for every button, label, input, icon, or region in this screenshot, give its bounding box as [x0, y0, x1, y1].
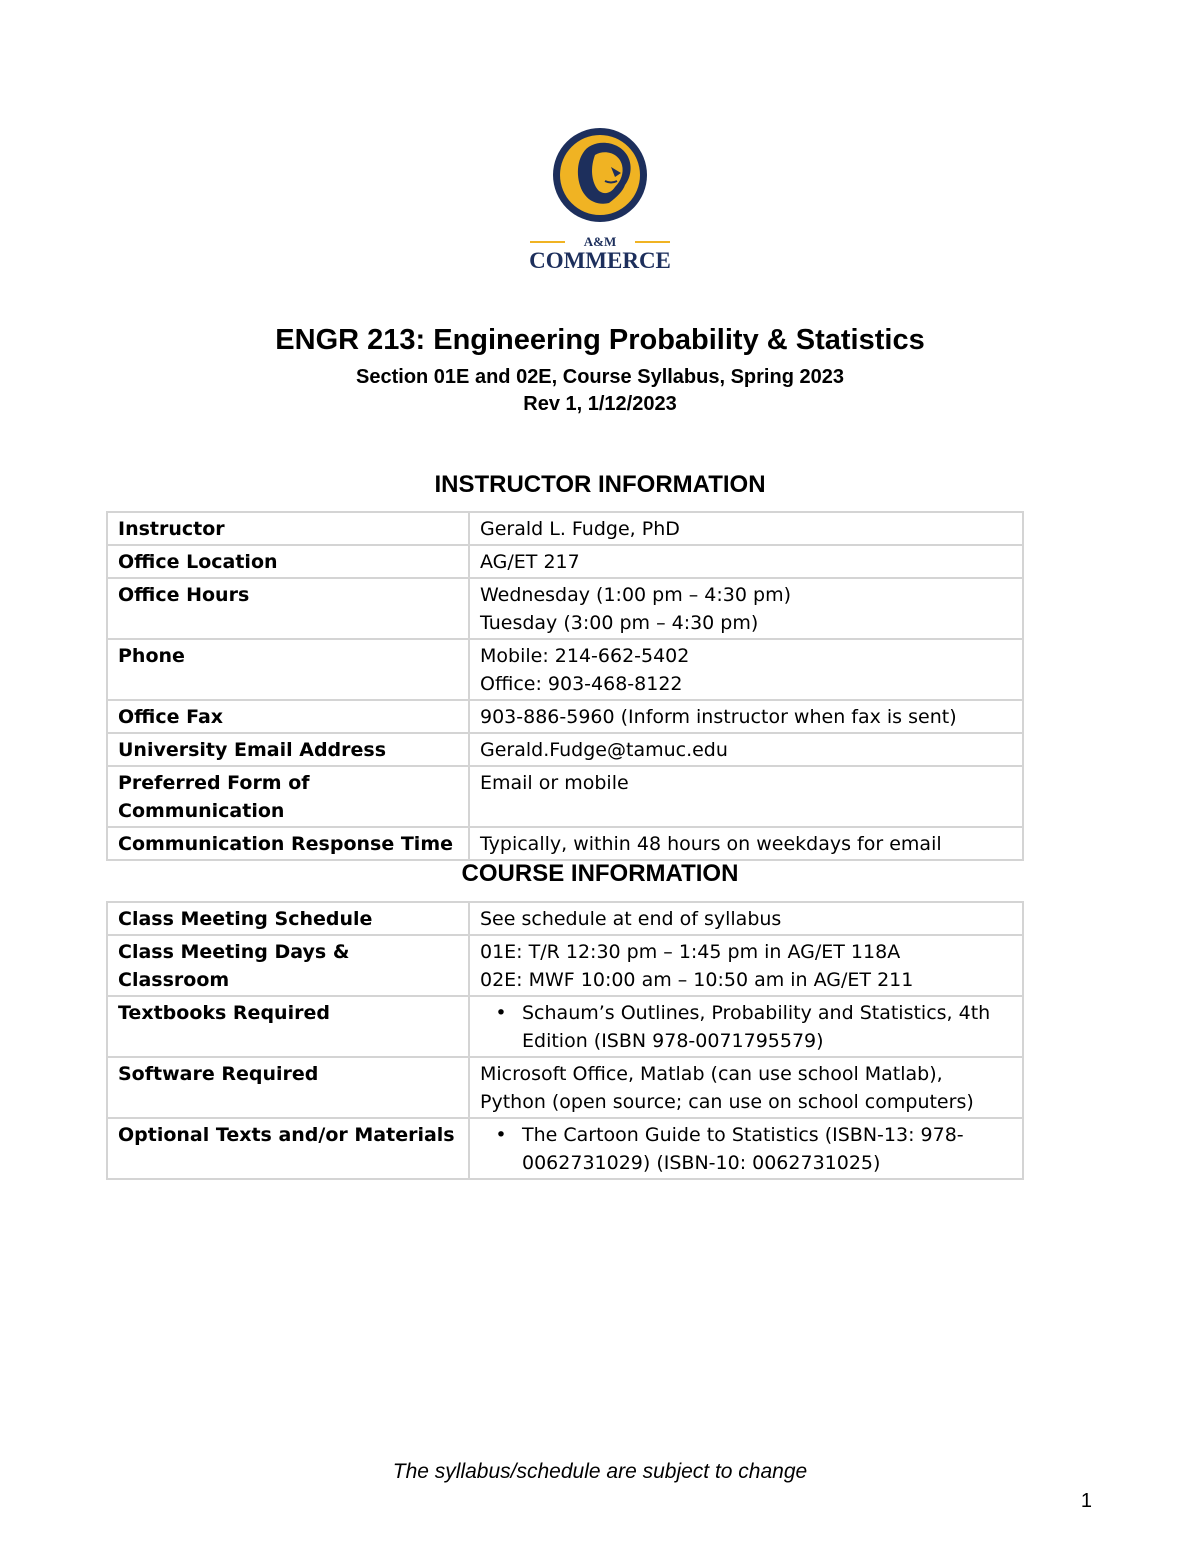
table-row: [107, 639, 1023, 700]
course-info-table: [106, 901, 1024, 1180]
value-line: 903-886-5960 (Inform instructor when fax is sent): [480, 706, 957, 728]
page-number: 1: [1080, 1490, 1092, 1512]
field-label: Office Fax: [107, 700, 469, 733]
field-label: Instructor: [107, 512, 469, 545]
svg-text:COMMERCE: COMMERCE: [529, 248, 671, 273]
bullet-icon: •: [495, 1002, 507, 1024]
field-value: [469, 700, 1023, 733]
bullet-item: [480, 999, 1012, 1055]
value-line: Edition (ISBN 978-0071795579): [522, 1030, 824, 1052]
table-row: [107, 733, 1023, 766]
table-row: [107, 902, 1023, 935]
value-line: Python (open source; can use on school computers): [480, 1091, 974, 1113]
field-value: [469, 545, 1023, 578]
value-line: 0062731029) (ISBN-10: 0062731025): [522, 1152, 881, 1174]
course-info-heading: COURSE INFORMATION: [461, 860, 739, 887]
field-value: [469, 902, 1023, 935]
value-line: Tuesday (3:00 pm – 4:30 pm): [480, 612, 759, 634]
field-label: Office Location: [107, 545, 469, 578]
table-row: [107, 1118, 1023, 1179]
field-label: Class Meeting Schedule: [107, 902, 469, 935]
value-line: AG/ET 217: [480, 551, 580, 573]
field-label: Preferred Form of Communication: [107, 766, 469, 827]
field-value: [469, 827, 1023, 860]
field-value: [469, 578, 1023, 639]
value-line: See schedule at end of syllabus: [480, 908, 782, 930]
field-value: [469, 996, 1023, 1057]
table-row: [107, 512, 1023, 545]
table-row: [107, 935, 1023, 996]
value-line: Mobile: 214-662-5402: [480, 645, 690, 667]
bullet-item: [480, 1121, 1012, 1177]
value-line: Office: 903-468-8122: [480, 673, 683, 695]
table-row: [107, 827, 1023, 860]
value-line: Email or mobile: [480, 772, 629, 794]
value-line: Wednesday (1:00 pm – 4:30 pm): [480, 584, 791, 606]
field-value: [469, 1057, 1023, 1118]
value-line: Schaum’s Outlines, Probability and Statistics, 4th: [522, 1002, 991, 1024]
course-title: ENGR 213: Engineering Probability & Statistics: [275, 324, 925, 356]
value-line: 01E: T/R 12:30 pm – 1:45 pm in AG/ET 118A: [480, 941, 901, 963]
field-value: [469, 512, 1023, 545]
svg-text:A&M: A&M: [583, 234, 617, 249]
value-line: Microsoft Office, Matlab (can use school Matlab),: [480, 1063, 943, 1085]
table-row: [107, 545, 1023, 578]
field-label: Software Required: [107, 1057, 469, 1118]
bullet-icon: •: [495, 1124, 507, 1146]
university-logo: [525, 125, 675, 275]
field-label: Textbooks Required: [107, 996, 469, 1057]
field-label: Optional Texts and/or Materials: [107, 1118, 469, 1179]
field-label: Communication Response Time: [107, 827, 469, 860]
value-line: Gerald.Fudge@tamuc.edu: [480, 739, 728, 761]
instructor-info-heading: INSTRUCTOR INFORMATION: [434, 471, 766, 498]
field-label: Class Meeting Days & Classroom: [107, 935, 469, 996]
value-line: Typically, within 48 hours on weekdays for email: [480, 833, 942, 855]
value-line: The Cartoon Guide to Statistics (ISBN-13: 978-: [522, 1124, 964, 1146]
field-value: [469, 639, 1023, 700]
field-label: Phone: [107, 639, 469, 700]
table-row: [107, 996, 1023, 1057]
field-label: University Email Address: [107, 733, 469, 766]
revision-label: Rev 1, 1/12/2023: [523, 393, 677, 415]
field-value: [469, 1118, 1023, 1179]
table-row: [107, 1057, 1023, 1118]
value-line: Gerald L. Fudge, PhD: [480, 518, 680, 540]
field-value: [469, 766, 1023, 827]
table-row: [107, 700, 1023, 733]
table-row: [107, 578, 1023, 639]
field-value: [469, 733, 1023, 766]
footer-note: The syllabus/schedule are subject to change: [392, 1460, 808, 1483]
value-line: 02E: MWF 10:00 am – 10:50 am in AG/ET 211: [480, 969, 914, 991]
course-subtitle: Section 01E and 02E, Course Syllabus, Spring 2023: [356, 366, 844, 388]
table-row: [107, 766, 1023, 827]
field-label: Office Hours: [107, 578, 469, 639]
instructor-info-table: [106, 511, 1024, 861]
field-value: [469, 935, 1023, 996]
